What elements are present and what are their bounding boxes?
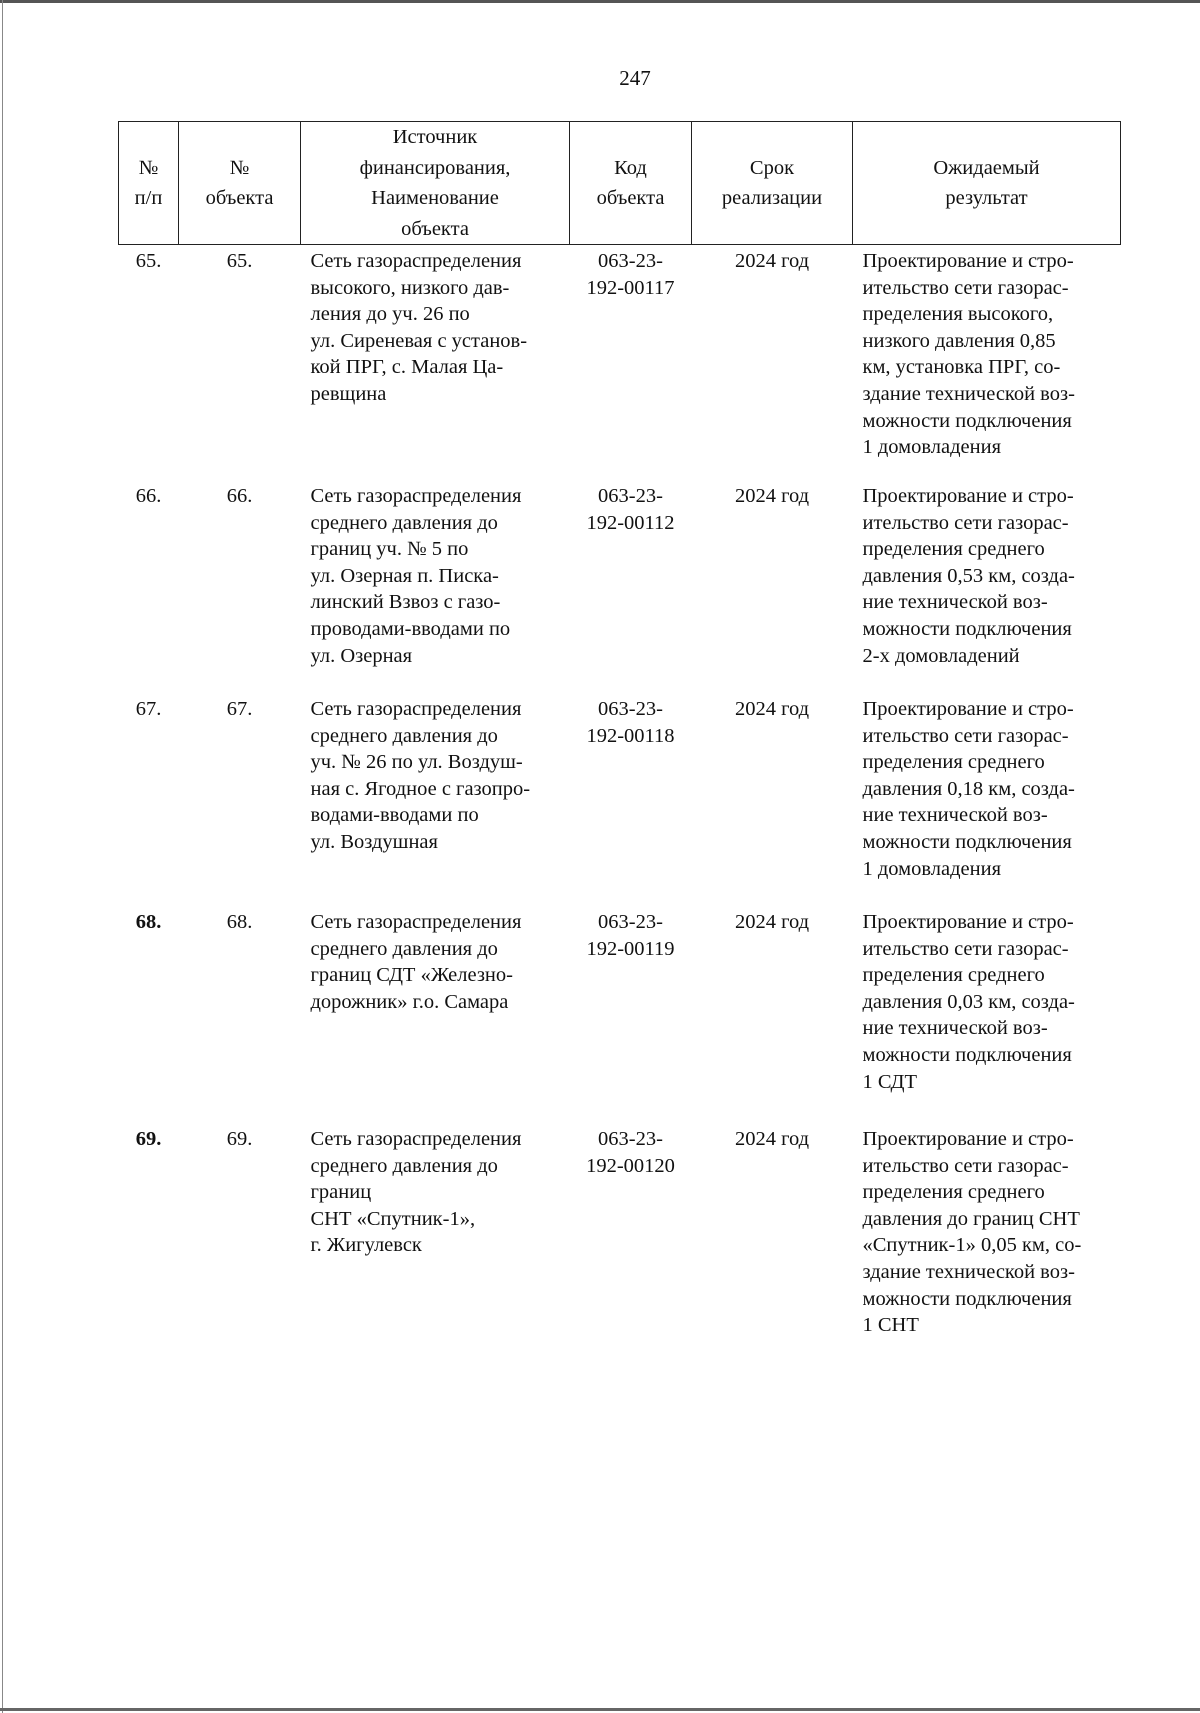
row-code	[570, 906, 692, 1123]
header-code-line: Код	[614, 156, 647, 179]
row-name	[301, 693, 570, 906]
header-code	[570, 122, 692, 245]
name-line: среднего давления до	[310, 937, 498, 960]
name-line: высокого, низкого дав-	[310, 276, 510, 299]
code-line: 063-23-	[598, 911, 663, 933]
name-line: дорожник» г.о. Самара	[310, 990, 509, 1013]
name-line: ул. Озерная п. Писка-	[310, 564, 499, 587]
name-line: водами-вводами по	[310, 804, 479, 827]
row-name	[301, 480, 570, 693]
projects-table	[118, 121, 1121, 1339]
name-line: ул. Воздушная	[310, 830, 438, 853]
code-line: 192-00118	[586, 724, 675, 747]
header-result	[853, 122, 1121, 245]
table-row	[119, 906, 1121, 1123]
row-num: 65.	[135, 250, 162, 272]
name-line: Сеть газораспределения	[310, 911, 522, 933]
result-line: пределения среднего	[862, 751, 1045, 774]
name-line: кой ПРГ, с. Малая Ца-	[310, 356, 504, 379]
row-object-number: 68.	[226, 911, 253, 933]
name-line: границ СДТ «Железно-	[310, 964, 513, 987]
name-line: границ	[310, 1181, 372, 1204]
header-result-line: результат	[945, 187, 1028, 209]
result-line: ние технической воз-	[862, 1017, 1048, 1040]
name-line: уч. № 26 по ул. Воздуш-	[310, 751, 523, 774]
table-row	[119, 1123, 1121, 1339]
header-name-line: объекта	[401, 217, 469, 240]
scan-edge-left	[2, 0, 3, 1713]
row-term: 2024 год	[734, 1128, 810, 1150]
result-line: можности подключения	[862, 617, 1072, 640]
name-line: Сеть газораспределения	[310, 1128, 522, 1150]
result-line: низкого давления 0,85	[862, 329, 1056, 352]
result-line: ительство сети газорас-	[862, 1154, 1069, 1177]
row-object-number: 67.	[226, 698, 253, 720]
result-line: Проектирование и стро-	[862, 485, 1074, 507]
row-object-number: 69.	[226, 1128, 253, 1150]
name-line: среднего давления до	[310, 1154, 498, 1177]
row-term: 2024 год	[734, 698, 810, 720]
row-name	[301, 906, 570, 1123]
result-line: можности подключения	[862, 830, 1072, 853]
name-line: проводами-вводами по	[310, 617, 511, 640]
result-line: Проектирование и стро-	[862, 911, 1074, 933]
result-line: ние технической воз-	[862, 591, 1048, 614]
result-line: можности подключения	[862, 1043, 1072, 1066]
row-result	[853, 245, 1121, 481]
row-result	[853, 1123, 1121, 1339]
result-line: пределения среднего	[862, 538, 1045, 561]
result-line: км, установка ПРГ, со-	[862, 356, 1061, 379]
result-line: ительство сети газорас-	[862, 724, 1069, 747]
code-line: 063-23-	[598, 485, 663, 507]
result-line: пределения среднего	[862, 1181, 1045, 1204]
result-line: «Спутник-1» 0,05 км, со-	[862, 1234, 1082, 1257]
code-line: 063-23-	[598, 250, 663, 272]
name-line: ул. Озерная	[310, 644, 413, 667]
row-result	[853, 693, 1121, 906]
name-line: Сеть газораспределения	[310, 698, 522, 720]
result-line: Проектирование и стро-	[862, 250, 1074, 272]
name-line: среднего давления до	[310, 724, 498, 747]
result-line: давления 0,53 км, созда-	[862, 564, 1075, 587]
scan-edge-bottom	[0, 1708, 1200, 1711]
code-line: 192-00112	[586, 511, 675, 534]
row-result	[853, 906, 1121, 1123]
header-num-line: п/п	[134, 187, 163, 209]
row-code	[570, 245, 692, 481]
row-name	[301, 1123, 570, 1339]
header-num-line: №	[138, 156, 159, 179]
row-name	[301, 245, 570, 481]
header-term-line: реализации	[721, 187, 823, 209]
table-row	[119, 245, 1121, 481]
header-name-line: финансирования,	[359, 156, 511, 179]
page-number: 247	[619, 66, 651, 90]
row-object-number: 65.	[226, 250, 253, 272]
name-line: ная с. Ягодное с газопро-	[310, 777, 531, 800]
header-object-number	[179, 122, 301, 245]
name-line: Сеть газораспределения	[310, 250, 522, 272]
name-line: ул. Сиреневая с установ-	[310, 329, 528, 352]
result-line: 1 СНТ	[862, 1314, 919, 1337]
header-name-line: Наименование	[371, 187, 499, 209]
header-term	[692, 122, 853, 245]
result-line: 1 домовладения	[862, 436, 1002, 459]
name-line: границ уч. № 5 по	[310, 538, 469, 561]
header-obj-line: №	[229, 156, 250, 179]
header-obj-line: объекта	[205, 187, 274, 209]
header-code-line: объекта	[596, 187, 665, 209]
row-code	[570, 480, 692, 693]
row-result	[853, 480, 1121, 693]
result-line: ительство сети газорас-	[862, 276, 1069, 299]
result-line: можности подключения	[862, 1287, 1072, 1310]
code-line: 063-23-	[598, 1128, 663, 1150]
result-line: ительство сети газорас-	[862, 511, 1069, 534]
row-num: 67.	[135, 698, 162, 720]
result-line: пределения высокого,	[862, 303, 1054, 326]
row-code	[570, 1123, 692, 1339]
header-name	[301, 122, 570, 245]
result-line: здание технической воз-	[862, 382, 1075, 405]
scan-edge-top	[0, 0, 1200, 3]
code-line: 063-23-	[598, 698, 663, 720]
name-line: ревщина	[310, 382, 387, 405]
row-num: 69.	[135, 1128, 162, 1150]
name-line: линский Взвоз с газо-	[310, 591, 501, 614]
result-line: ительство сети газорас-	[862, 937, 1069, 960]
result-line: Проектирование и стро-	[862, 698, 1074, 720]
header-name-line: Источник	[392, 126, 478, 148]
code-line: 192-00120	[586, 1154, 675, 1177]
name-line: СНТ «Спутник-1»,	[310, 1207, 476, 1230]
result-line: 1 домовладения	[862, 857, 1002, 880]
name-line: среднего давления до	[310, 511, 498, 534]
result-line: Проектирование и стро-	[862, 1128, 1074, 1150]
row-code	[570, 693, 692, 906]
row-num: 66.	[135, 485, 162, 507]
table-row	[119, 693, 1121, 906]
code-line: 192-00119	[586, 937, 675, 960]
header-result-line: Ожидаемый	[933, 156, 1040, 179]
table-row	[119, 480, 1121, 693]
result-line: давления 0,03 км, созда-	[862, 990, 1075, 1013]
name-line: г. Жигулевск	[310, 1234, 422, 1257]
row-object-number: 66.	[226, 485, 253, 507]
result-line: здание технической воз-	[862, 1260, 1075, 1283]
result-line: давления 0,18 км, созда-	[862, 777, 1075, 800]
code-line: 192-00117	[586, 276, 675, 299]
row-num: 68.	[135, 911, 162, 933]
table-header-row	[119, 122, 1121, 245]
result-line: пределения среднего	[862, 964, 1045, 987]
result-line: давления до границ СНТ	[862, 1207, 1080, 1230]
header-num	[119, 122, 179, 245]
result-line: ние технической воз-	[862, 804, 1048, 827]
name-line: ления до уч. 26 по	[310, 303, 470, 326]
row-term: 2024 год	[734, 485, 810, 507]
row-term: 2024 год	[734, 911, 810, 933]
name-line: Сеть газораспределения	[310, 485, 522, 507]
result-line: можности подключения	[862, 409, 1072, 432]
header-term-line: Срок	[749, 156, 795, 179]
result-line: 1 СДТ	[862, 1070, 918, 1093]
row-term: 2024 год	[734, 250, 810, 272]
result-line: 2-х домовладений	[862, 644, 1020, 667]
